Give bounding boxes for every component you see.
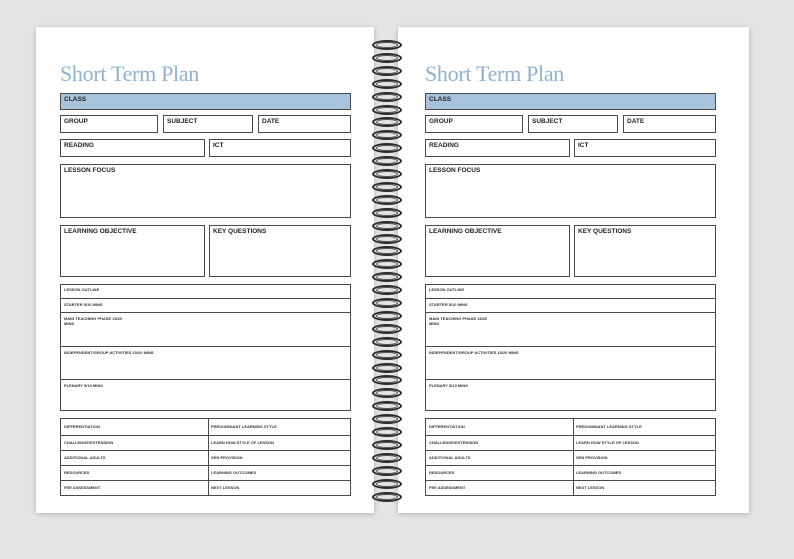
spiral-coil (366, 208, 406, 217)
group-field[interactable] (425, 115, 523, 133)
independent-label: INDEPENDENT/GROUP ACTIVITIES 15/20 MINS (429, 350, 519, 355)
learning-objective-field[interactable] (60, 225, 205, 277)
lesson-focus-label: LESSON FOCUS (64, 167, 116, 174)
reading-field[interactable] (60, 139, 205, 157)
spiral-binding (366, 40, 406, 515)
spiral-coil (366, 375, 406, 384)
challenge-label: CHALLENGE/EXTENSION (64, 440, 114, 445)
spiral-coil (366, 363, 406, 372)
next-lesson-label: NEXT LESSON (576, 485, 605, 490)
learning-objective-label: LEARNING OBJECTIVE (64, 228, 137, 235)
group-field[interactable] (60, 115, 158, 133)
assessment-label: FEE ASSESSMENT (64, 485, 101, 490)
spiral-coil (366, 427, 406, 436)
additional-adults-label: ADDITIONAL ADULTS (429, 455, 471, 460)
predominant-label: PREDOMINANT LEARNING STYLE (211, 424, 277, 429)
spiral-coil (366, 298, 406, 307)
next-lesson-label: NEXT LESSON (211, 485, 240, 490)
resources-label: RESOURCES (429, 470, 455, 475)
spiral-coil (366, 195, 406, 204)
spiral-coil (366, 130, 406, 139)
class-label: CLASS (429, 96, 452, 103)
additional-adults-label: ADDITIONAL ADULTS (64, 455, 106, 460)
spiral-coil (366, 350, 406, 359)
learning-objective-field[interactable] (425, 225, 570, 277)
class-field[interactable] (425, 93, 716, 110)
group-label: GROUP (64, 118, 88, 125)
spiral-coil (366, 388, 406, 397)
ict-field[interactable] (574, 139, 716, 157)
differentiation-label: DIFFERENTIATION (64, 424, 100, 429)
spiral-coil (366, 466, 406, 475)
planning-grid[interactable] (60, 418, 351, 496)
planning-grid[interactable] (425, 418, 716, 496)
spiral-coil (366, 169, 406, 178)
starter-label: STARTER 5/10 MINS (64, 302, 103, 307)
spiral-coil (366, 182, 406, 191)
spiral-coil (366, 492, 406, 501)
spiral-coil (366, 53, 406, 62)
spiral-coil (366, 221, 406, 230)
learn-style-label: LEARN HOW STYLE OF LESSON (576, 440, 639, 445)
assessment-label: FEE ASSESSMENT (429, 485, 466, 490)
subject-label: SUBJECT (167, 118, 198, 125)
spiral-coil (366, 79, 406, 88)
key-questions-field[interactable] (209, 225, 351, 277)
lesson-focus-label: LESSON FOCUS (429, 167, 481, 174)
reading-field[interactable] (425, 139, 570, 157)
left-page (36, 27, 374, 513)
subject-label: SUBJECT (532, 118, 563, 125)
challenge-label: CHALLENGE/EXTENSION (429, 440, 479, 445)
ict-label: ICT (213, 142, 224, 149)
spiral-coil (366, 246, 406, 255)
spiral-coil (366, 156, 406, 165)
class-label: CLASS (64, 96, 87, 103)
spiral-coil (366, 337, 406, 346)
date-label: DATE (627, 118, 645, 125)
independent-label: INDEPENDENT/GROUP ACTIVITIES 15/20 MINS (64, 350, 154, 355)
spiral-coil (366, 311, 406, 320)
spiral-coil (366, 285, 406, 294)
plenary-label: PLENARY 5/10 MINS (429, 383, 468, 388)
group-label: GROUP (429, 118, 453, 125)
spiral-coil (366, 479, 406, 488)
date-field[interactable] (258, 115, 351, 133)
right-page (398, 27, 749, 513)
lesson-outline[interactable] (425, 284, 716, 411)
spiral-coil (366, 259, 406, 268)
page-title: Short Term Plan (60, 61, 199, 86)
learn-style-label: LEARN HOW STYLE OF LESSON (211, 440, 274, 445)
spiral-coil (366, 105, 406, 114)
date-label: DATE (262, 118, 280, 125)
spiral-coil (366, 440, 406, 449)
sen-provision-label: SEN PROVISION (211, 455, 243, 460)
spiral-coil (366, 324, 406, 333)
spiral-coil (366, 143, 406, 152)
date-field[interactable] (623, 115, 716, 133)
key-questions-field[interactable] (574, 225, 716, 277)
lesson-focus-field[interactable] (425, 164, 716, 218)
ict-label: ICT (578, 142, 589, 149)
learning-outcomes-label: LEARNING OUTCOMES (576, 470, 622, 475)
subject-field[interactable] (163, 115, 253, 133)
starter-label: STARTER 5/10 MINS (429, 302, 468, 307)
spiral-coil (366, 66, 406, 75)
spiral-coil (366, 92, 406, 101)
lesson-outline-label: LESSON OUTLINE (64, 287, 100, 292)
predominant-label: PREDOMINANT LEARNING STYLE (576, 424, 642, 429)
differentiation-label: DIFFERENTIATION (429, 424, 465, 429)
spiral-coil (366, 234, 406, 243)
learning-objective-label: LEARNING OBJECTIVE (429, 228, 502, 235)
spiral-coil (366, 117, 406, 126)
spiral-coil (366, 414, 406, 423)
reading-label: READING (64, 142, 94, 149)
spiral-coil (366, 401, 406, 410)
resources-label: RESOURCES (64, 470, 90, 475)
learning-outcomes-label: LEARNING OUTCOMES (211, 470, 257, 475)
subject-field[interactable] (528, 115, 618, 133)
spiral-coil (366, 40, 406, 49)
page-title: Short Term Plan (425, 61, 564, 86)
plenary-label: PLENARY 5/10 MINS (64, 383, 103, 388)
reading-label: READING (429, 142, 459, 149)
main-teaching-label: MAIN TEACHING PHASE 15/20 MINS (429, 316, 488, 326)
sen-provision-label: SEN PROVISION (576, 455, 608, 460)
key-questions-label: KEY QUESTIONS (578, 228, 632, 235)
spiral-coil (366, 272, 406, 281)
lesson-outline[interactable] (60, 284, 351, 411)
key-questions-label: KEY QUESTIONS (213, 228, 267, 235)
lesson-outline-label: LESSON OUTLINE (429, 287, 465, 292)
ict-field[interactable] (209, 139, 351, 157)
lesson-focus-field[interactable] (60, 164, 351, 218)
main-teaching-label: MAIN TEACHING PHASE 15/20 MINS (64, 316, 123, 326)
class-field[interactable] (60, 93, 351, 110)
spiral-coil (366, 453, 406, 462)
